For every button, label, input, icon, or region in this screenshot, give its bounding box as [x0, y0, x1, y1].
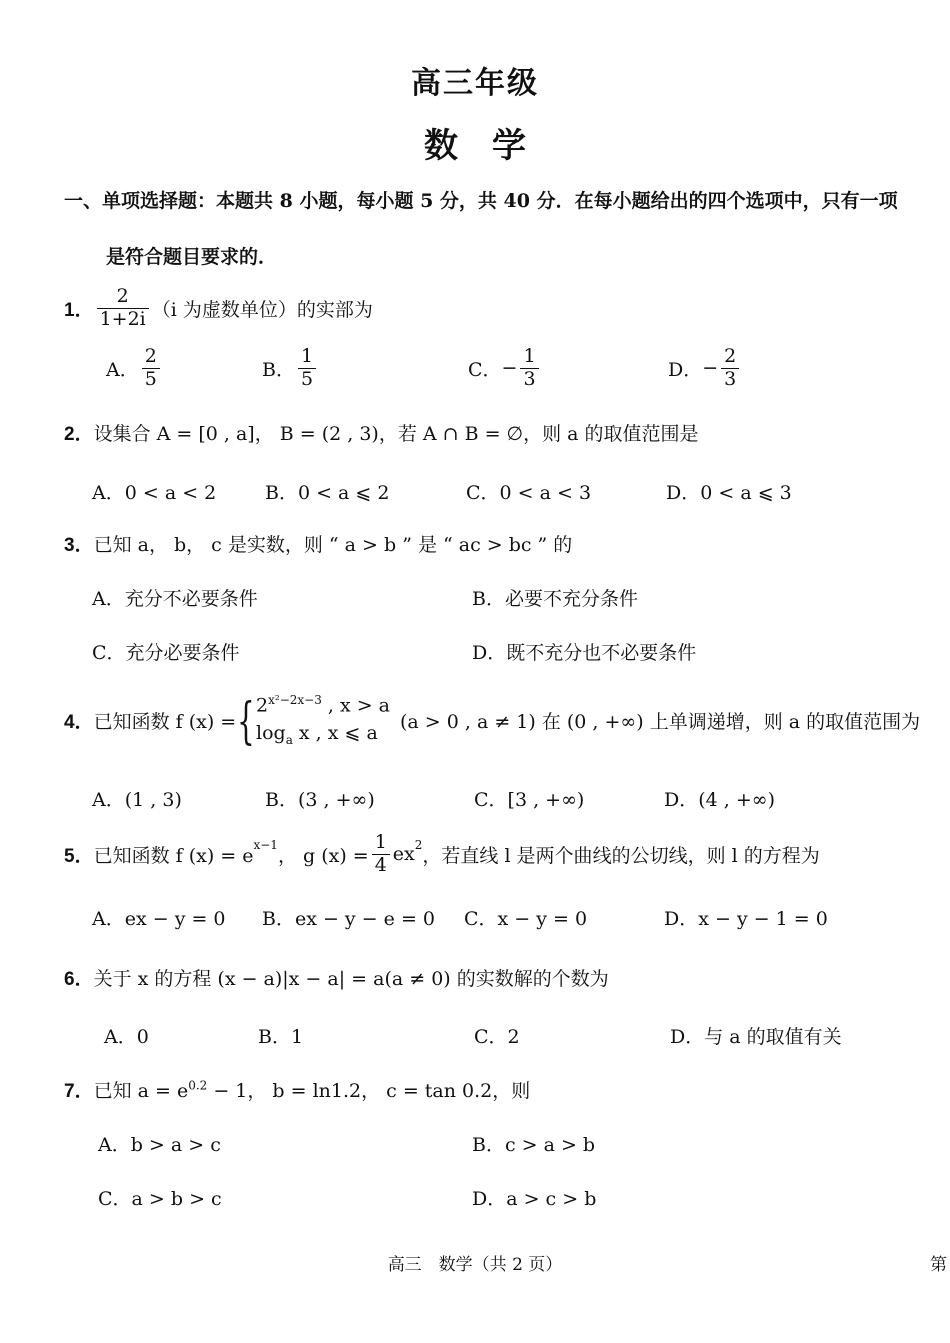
question-number: 1．: [64, 299, 94, 321]
fraction-numerator: 1: [374, 831, 387, 853]
exam-grade-title: 高三年级: [411, 66, 539, 101]
option-label: C．: [468, 358, 502, 381]
fraction-denominator: 3: [520, 368, 538, 391]
question-6-option-d[interactable]: [670, 1022, 842, 1049]
option-text: a > c > b: [506, 1188, 597, 1210]
fraction-numerator: 2: [116, 285, 129, 307]
option-label: B．: [472, 588, 505, 610]
fraction-numerator: 2: [724, 345, 737, 367]
question-1-option-b[interactable]: [262, 346, 319, 391]
question-6-option-b[interactable]: [258, 1022, 303, 1049]
question-number: 5．: [64, 845, 94, 867]
option-label: B．: [262, 908, 295, 930]
exponent-base: 2: [256, 694, 269, 717]
option-label: D．: [668, 358, 703, 381]
question-4-option-b[interactable]: [265, 785, 375, 812]
option-text: ex − y − e = 0: [294, 908, 435, 930]
question-1-stem: [64, 286, 373, 331]
option-text: 0 < a < 2: [124, 482, 217, 504]
question-7-option-b[interactable]: [472, 1130, 595, 1157]
option-label: C．: [466, 482, 500, 504]
fraction-denominator: 5: [298, 368, 316, 391]
question-3-stem: [64, 530, 572, 557]
option-text: 0 < a ⩽ 2: [297, 482, 390, 504]
question-number: 2．: [64, 424, 94, 445]
option-text: 0: [136, 1026, 149, 1048]
question-5-option-c[interactable]: [464, 904, 587, 931]
question-4-option-c[interactable]: [474, 785, 584, 812]
question-7-option-c[interactable]: [98, 1184, 222, 1211]
question-text: 已知 a = e: [93, 1080, 189, 1102]
question-2-option-c[interactable]: [466, 478, 591, 505]
option-label: D．: [670, 1026, 705, 1048]
question-5-option-d[interactable]: [664, 904, 828, 931]
option-label: A．: [92, 789, 125, 811]
question-4-option-a[interactable]: [92, 785, 182, 812]
exponent: x²−2x−3: [268, 693, 322, 707]
option-text: [3 , +∞): [507, 789, 585, 811]
question-5-option-b[interactable]: [262, 904, 435, 931]
option-label: A．: [106, 358, 139, 381]
question-text: − 1， b = ln1.2， c = tan 0.2，则: [207, 1080, 531, 1102]
case-condition: , x > a: [321, 694, 391, 717]
option-label: B．: [265, 482, 298, 504]
question-7-option-d[interactable]: [472, 1184, 596, 1211]
question-6-option-c[interactable]: [474, 1022, 520, 1049]
question-3-option-d[interactable]: [472, 638, 696, 665]
question-2-option-d[interactable]: [666, 478, 792, 505]
case-condition: x , x ⩽ a: [292, 721, 378, 744]
piecewise-case-1: [256, 692, 390, 720]
option-fraction: [721, 346, 739, 391]
exponent: 0.2: [188, 1078, 208, 1093]
fraction-numerator: 2: [144, 345, 157, 367]
question-text: ，若直线 l 是两个曲线的公切线，则 l 的方程为: [422, 844, 820, 867]
piecewise-case-2: [256, 720, 390, 749]
option-text: c > a > b: [504, 1134, 596, 1156]
question-5-option-a[interactable]: [92, 904, 226, 931]
question-text: ex: [392, 843, 415, 866]
question-3-option-c[interactable]: [92, 638, 240, 665]
option-text: ex − y = 0: [124, 908, 226, 930]
question-text: 已知 a， b， c 是实数，则 “ a > b ” 是 “ ac > bc ” 的: [93, 534, 573, 556]
fraction-denominator: 4: [372, 854, 390, 877]
section-heading: 一、单项选择题：本题共 8 小题，每小题 5 分，共 40 分．在每小题给出的四个选项中，只有一项: [64, 190, 898, 212]
left-brace: {: [237, 691, 255, 750]
option-label: D．: [666, 482, 701, 504]
question-text: 已知函数 f (x) =: [93, 711, 237, 734]
question-number: 4．: [64, 712, 94, 734]
option-text: 1: [290, 1026, 304, 1048]
fraction-numerator: 1: [523, 345, 536, 367]
option-text: 既不充分也不必要条件: [506, 642, 697, 664]
option-label: A．: [92, 908, 125, 930]
option-label: D．: [664, 789, 699, 811]
question-1-option-d[interactable]: [668, 346, 742, 391]
option-label: C．: [98, 1188, 132, 1210]
option-label: B．: [265, 789, 298, 811]
question-1-option-a[interactable]: [106, 346, 163, 391]
option-text: 2: [507, 1026, 520, 1048]
question-text: （i 为虚数单位）的实部为: [151, 298, 373, 321]
option-text: 与 a 的取值有关: [704, 1026, 842, 1048]
option-label: B．: [472, 1134, 505, 1156]
question-2-option-a[interactable]: [92, 478, 216, 505]
question-4-stem: [64, 692, 920, 749]
fraction-denominator: 1+2i: [97, 308, 149, 331]
question-number: 3．: [64, 535, 94, 556]
option-sign: −: [501, 357, 518, 380]
option-label: C．: [92, 642, 126, 664]
option-text: 0 < a ⩽ 3: [700, 482, 792, 504]
exam-subject-title: 数学: [424, 126, 560, 166]
question-3-option-a[interactable]: [92, 584, 258, 611]
option-fraction: [142, 346, 160, 391]
option-text: 充分必要条件: [125, 642, 240, 664]
option-label: A．: [104, 1026, 137, 1048]
option-label: D．: [472, 642, 507, 664]
option-label: C．: [464, 908, 498, 930]
question-6-option-a[interactable]: [104, 1022, 149, 1049]
option-text: b > a > c: [130, 1134, 221, 1156]
question-2-stem: [64, 419, 699, 446]
option-text: 充分不必要条件: [124, 588, 258, 610]
option-label: B．: [258, 1026, 291, 1048]
option-text: x − y = 0: [497, 908, 588, 930]
question-1-option-c[interactable]: [468, 346, 542, 391]
option-text: (1 , 3): [124, 789, 182, 811]
question-text: 关于 x 的方程 (x − a)|x − a| = a(a ≠ 0) 的实数解的个数为: [93, 968, 609, 990]
question-3-option-b[interactable]: [472, 584, 638, 611]
option-label: A．: [92, 588, 125, 610]
log-base: a: [285, 732, 293, 747]
page-footer: 高三 数学（共 2 页）: [387, 1255, 563, 1275]
option-label: D．: [664, 908, 699, 930]
option-text: a > b > c: [131, 1188, 222, 1210]
option-sign: −: [702, 357, 719, 380]
question-fraction: [372, 832, 390, 877]
option-label: A．: [92, 482, 125, 504]
question-text: ， g (x) =: [277, 844, 369, 867]
question-number: 7．: [64, 1081, 94, 1102]
page-number-fragment: 第: [930, 1255, 947, 1275]
question-5-stem: [64, 832, 820, 877]
question-7-stem: [64, 1076, 530, 1103]
fraction-numerator: 1: [300, 345, 314, 367]
option-text: (3 , +∞): [297, 789, 375, 811]
option-text: (4 , +∞): [698, 789, 776, 811]
option-fraction: [298, 346, 316, 391]
log-function: log: [256, 721, 286, 744]
option-text: x − y − 1 = 0: [698, 908, 828, 930]
option-label: A．: [98, 1134, 131, 1156]
question-2-option-b[interactable]: [265, 478, 389, 505]
option-label: D．: [472, 1188, 507, 1210]
exponent: 2: [414, 838, 423, 852]
piecewise-function: [256, 692, 390, 749]
question-4-option-d[interactable]: [664, 785, 775, 812]
exponent: x−1: [253, 838, 278, 852]
question-text: 已知函数 f (x) = e: [93, 844, 254, 867]
option-label: B．: [262, 358, 295, 381]
question-7-option-a[interactable]: [98, 1130, 221, 1157]
question-number: 6．: [64, 969, 94, 990]
question-fraction: [97, 286, 149, 331]
option-label: C．: [474, 789, 508, 811]
option-text: 必要不充分条件: [504, 588, 638, 610]
fraction-denominator: 3: [721, 368, 739, 391]
fraction-denominator: 5: [142, 368, 160, 391]
question-text: 设集合 A = [0 , a]， B = (2 , 3)，若 A ∩ B = ∅，则 a 的取值范围是: [93, 423, 699, 445]
question-6-stem: [64, 964, 609, 991]
option-text: 0 < a < 3: [499, 482, 592, 504]
question-text-suffix: (a > 0 , a ≠ 1) 在 (0 , +∞) 上单调递增，则 a 的取值范围为: [400, 711, 921, 734]
section-heading-continued: 是符合题目要求的．: [106, 246, 278, 268]
option-label: C．: [474, 1026, 508, 1048]
option-fraction: [520, 346, 538, 391]
